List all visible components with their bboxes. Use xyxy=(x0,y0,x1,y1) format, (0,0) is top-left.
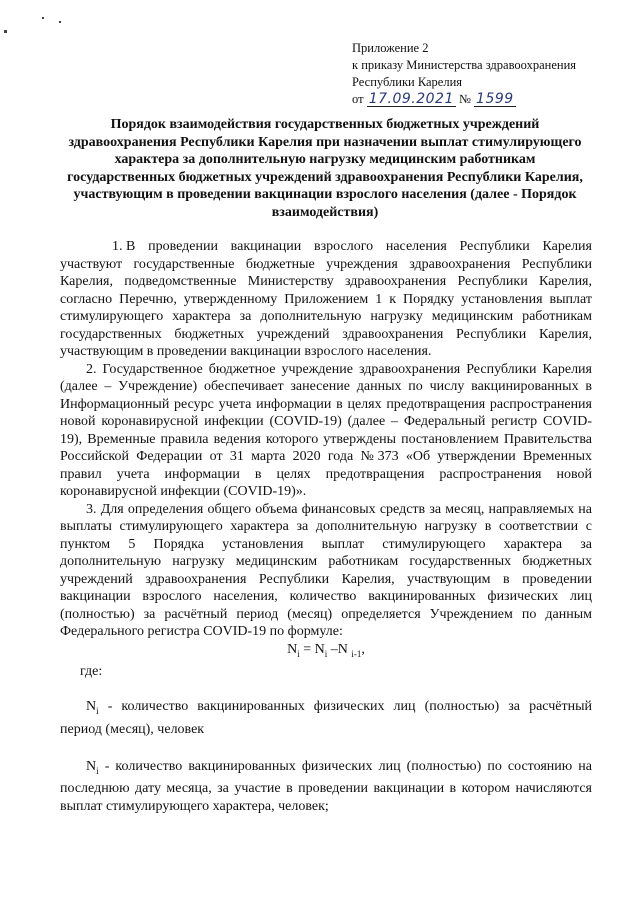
header-date-line xyxy=(352,91,576,108)
paragraph-1-number: 1. xyxy=(112,239,123,254)
header-line-appendix: Приложение 2 xyxy=(352,41,429,55)
paragraph-2: 2. Государственное бюджетное учреждение здравоохранения Республики Карелия (далее – Учреждение) обеспечивает занесение данных по числу вакцинированных в Информационный ресурс учета информации в целях предотвращения распространения новой коронавирусной инфекции (COVID-19) (далее – Федеральный регистр COVID-19), Временные правила ведения которого утверждены постановлением Правительства Российской Федерации от 31 марта 2020 года №373 «Об утверждении Временных правил учета информации в целях предотвращения распространения новой коронавирусной инфекции (COVID-19)». xyxy=(60,361,592,499)
definition-1: $N_i$ - количество вакцинированных физических лиц (полностью) за расчётный период (месяц), человек xyxy=(60,699,592,737)
formula: $N_i = N_i$ –N $_{i-1}$, xyxy=(287,641,365,659)
header-line-region: Республики Карелия xyxy=(352,75,463,89)
header-line-order: к приказу Министерства здравоохранения xyxy=(352,58,577,72)
scan-speck xyxy=(42,17,44,19)
paragraph-1-text: В проведении вакцинации взрослого населения Республики Карелия участвуют государственные бюджетные учреждения здравоохранения Республики Карелия, подведомственные Министерству здравоохранения Республики Карелия, согласно Перечню, утвержденному Приложением 1 к Порядку установления выплат стимулирующего характера за дополнительную нагрузку медицинским работникам государственных бюджетных учреждений здравоохранения Республики Карелия, участвующим в проведении вакцинации взрослого населения. xyxy=(60,239,592,359)
definition-2: $N_i$ - количество вакцинированных физических лиц (полностью) по состоянию на последнюю дату месяца, за участие в проведении вакцинации в котором начисляются выплат стимулирующего характера, человек; xyxy=(60,759,592,814)
document-title: Порядок взаимодействия государственных бюджетных учреждений здравоохранения Республики Карелия при назначении выплат стимулирующего характера за дополнительную нагрузку медицинским работникам государственных бюджетных учреждений здравоохранения Республики Карелия, участвующим в проведении вакцинации взрослого населения (далее - Порядок взаимодействия) xyxy=(67,117,583,220)
handwritten-date: 17.09.2021 xyxy=(368,91,454,107)
scan-speck xyxy=(4,30,7,33)
paragraph-3: 3. Для определения общего объема финансовых средств за месяц, направляемых на выплаты стимулирующего характера за дополнительную нагрузку в соответствии с пунктом 5 Порядка установления выплат стимулирующего характера за дополнительную нагрузку медицинским работникам государственных бюджетных учреждений здравоохранения Республики Карелия, участвующим в проведении вакцинации взрослого населения, количество вакцинированных физических лиц (полностью) за расчётный период (месяц) определяется Учреждением по данным Федерального регистра COVID-19 по формуле: xyxy=(60,501,592,639)
where-label: где: xyxy=(80,663,103,679)
paragraph-1 xyxy=(60,238,592,361)
document-header xyxy=(352,40,576,108)
document-body xyxy=(60,238,592,835)
handwritten-number: 1599 xyxy=(476,91,514,107)
scan-speck xyxy=(59,21,61,23)
date-prefix: от xyxy=(352,92,364,106)
number-prefix: № xyxy=(458,92,471,106)
